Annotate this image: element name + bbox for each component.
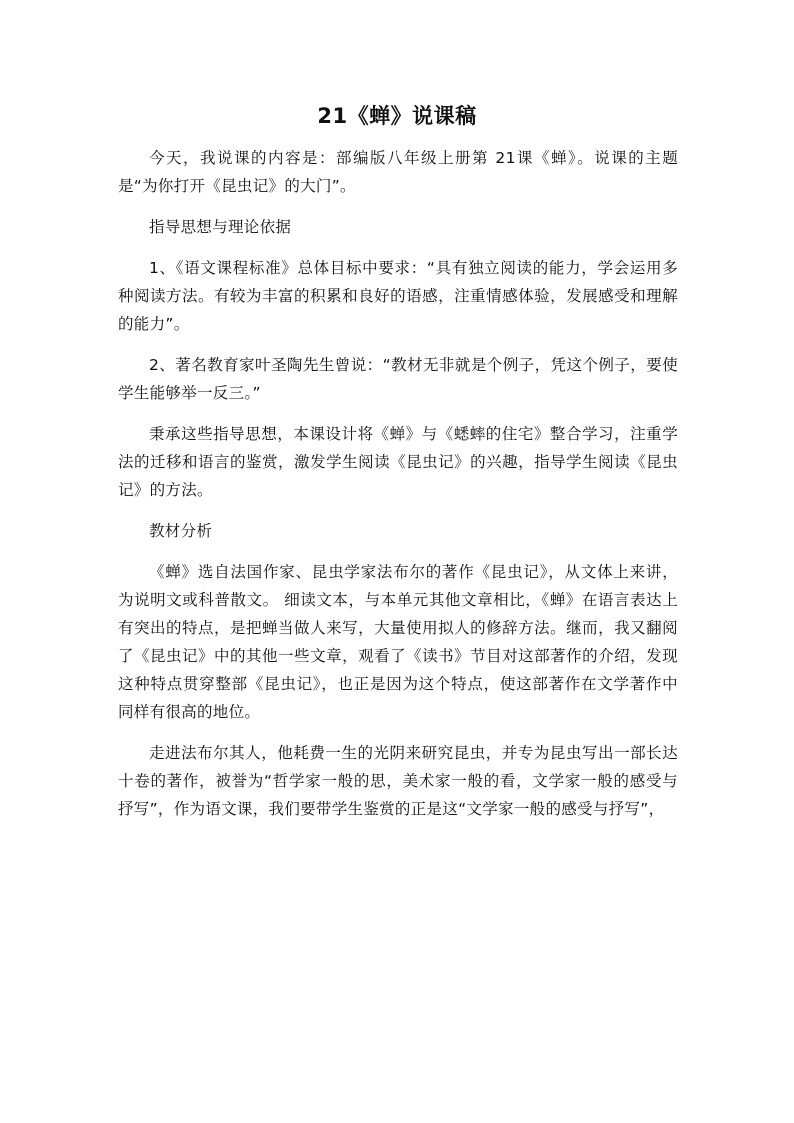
paragraph-text-analysis: 《蝉》选自法国作家、昆虫学家法布尔的著作《昆虫记》，从文体上来讲，为说明文或科普散文。 细读文本，与本单元其他文章相比，《蝉》在语言表达上有突出的特点，是把蝉当做人来写，大量使用拟人的修辞方法。继而，我又翻阅了《昆虫记》中的其他一些文章，观看了《读书》节目对这部著作的介绍，发现这种特点贯穿整部《昆虫记》，也正是因为这个特点，使这部著作在文学著作中同样有很高的地位。 [118,563,678,721]
paragraph-ye-shengtao-quote: 2、著名教育家叶圣陶先生曾说：“教材无非就是个例子，凭这个例子，要使学生能够举一反三。” [118,356,678,402]
document-body [118,144,678,836]
paragraph-curriculum-standard: 1、《语文课程标准》总体目标中要求：“具有独立阅读的能力，学会运用多种阅读方法。有较为丰富的积累和良好的语感，注重情感体验，发展感受和理解的能力”。 [118,259,678,333]
paragraph-intro: 今天，我说课的内容是：部编版八年级上册第 21课《蝉》。说课的主题是“为你打开《昆虫记》的大门”。 [118,149,678,195]
heading-textbook-analysis: 教材分析 [149,522,213,540]
paragraph-design-approach: 秉承这些指导思想，本课设计将《蝉》与《蟋蟀的住宅》整合学习，注重学法的迁移和语言的鉴赏，激发学生阅读《昆虫记》的兴趣，指导学生阅读《昆虫记》的方法。 [118,425,678,499]
document-title: 21《蝉》说课稿 [317,104,477,128]
heading-guiding-ideology: 指导思想与理论依据 [149,218,292,236]
paragraph-fabre-intro: 走进法布尔其人，他耗费一生的光阴来研究昆虫，并专为昆虫写出一部长达十卷的著作，被誉为“哲学家一般的思，美术家一般的看，文学家一般的感受与抒写”，作为语文课，我们要带学生鉴赏的正是这“文学家一般的感受与抒写”， [118,744,678,818]
